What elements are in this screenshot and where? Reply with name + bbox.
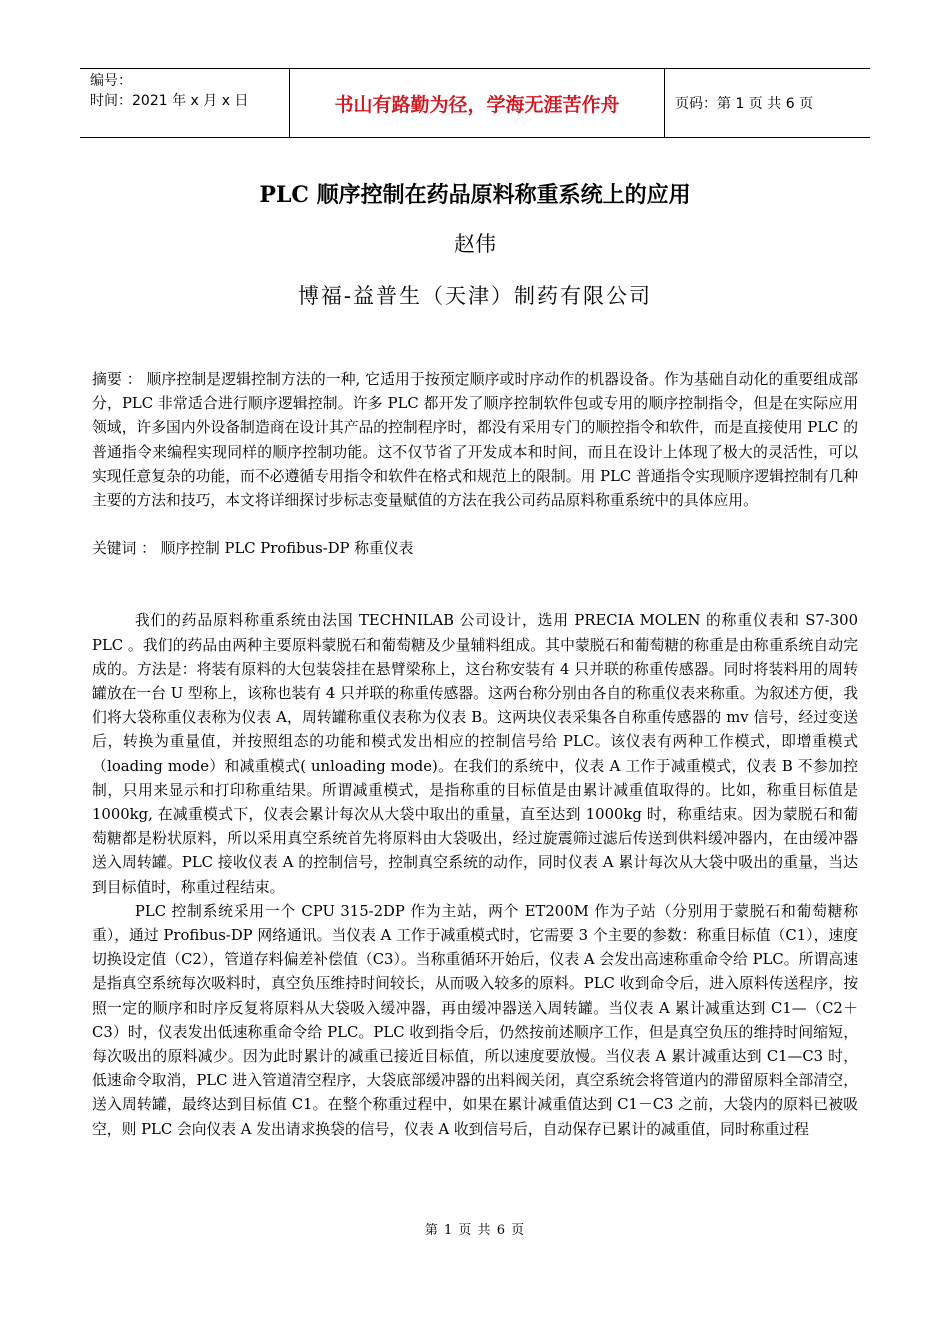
keywords: 关键词 ： 顺序控制 PLC Profibus-DP 称重仪表 — [92, 540, 414, 558]
document-organization: 博福-益普生（天津）制药有限公司 — [297, 284, 653, 308]
document-author: 赵伟 — [454, 232, 496, 256]
page-footer: 第 1 页 共 6 页 — [424, 1223, 526, 1238]
body-paragraph-2: PLC 控制系统采用一个 CPU 315-2DP 作为主站，两个 ET200M 作为子站（分别用于蒙脱石和葡萄糖称重），通过 Profibus-DP 网络通讯。当仪表 A 工作于减重模式时，它需要 3 个主要的参数：称重目标值（C1），速度切换设定值（C2），管道存料偏差补偿值（C3）。当称重循环开始后，仪表 A 会发出高速称重命令给 PLC。所谓高速是指真空系统每次吸料时，真空负压维持时间较长，从而吸入较多的原料。PLC 收到命令后，进入原料传送程序，按照一定的顺序和时序反复将原料从大袋吸入缓冲器，再由缓冲器送入周转罐。当仪表 A 累计减重达到 C1—（C2＋C3）时，仪表发出低速称重命令给 PLC。PLC 收到指令后，仍然按前述顺序工作，但是真空负压的维持时间缩短，每次吸出的原料减少。因为此时累计的减重已接近目标值，所以速度要放慢。当仪表 A 累计减重达到 C1—C3 时，低速命令取消，PLC 进入管道清空程序，大袋底部缓冲器的出料阀关闭，真空系统会将管道内的滞留原料全部清空，送入周转罐，最终达到目标值 C1。在整个称重过程中，如果在累计减重值达到 C1－C3 之前，大袋内的原料已被吸空，则 PLC 会向仪表 A 发出请求换袋的信号，仪表 A 收到信号后，自动保存已累计的减重值，同时称重过程 — [92, 902, 858, 1138]
header-date: 时间：2021 年 x 月 x 日 — [90, 93, 249, 109]
page-header — [80, 68, 870, 138]
body-paragraph-1: 我们的药品原料称重系统由法国 TECHNILAB 公司设计，选用 PRECIA MOLEN 的称重仪表和 S7-300 PLC 。我们的药品由两种主要原料蒙脱石和葡萄糖及少量辅料组成。其中蒙脱石和葡萄糖的称重是由称重系统自动完成的。方法是：将装有原料的大包装袋挂在悬臂梁称上，这台称安装有 4 只并联的称重传感器。同时将装料用的周转罐放在一台 U 型称上，该称也装有 4 只并联的称重传感器。这两台称分别由各自的称重仪表来称重。为叙述方便，我们将大袋称重仪表称为仪表 A，周转罐称重仪表称为仪表 B。这两块仪表采集各自称重传感器的 mv 信号，经过变送后，转换为重量值，并按照组态的功能和模式发出相应的控制信号给 PLC。该仪表有两种工作模式，即增重模式（loading mode）和减重模式( unloading mode)。在我们的系统中，仪表 A 工作于减重模式，仪表 B 不参加控制，只用来显示和打印称重结果。所谓减重模式，是指称重的目标值是由累计减重值取得的。比如，称重目标值是 1000kg, 在减重模式下，仪表会累计每次从大袋中取出的重量，直至达到 1000kg 时，称重结束。因为蒙脱石和葡萄糖都是粉状原料，所以采用真空系统首先将原料由大袋吸出，经过旋震筛过滤后传送到供料缓冲器内，在由缓冲器送入周转罐。PLC 接收仪表 A 的控制信号，控制真空系统的动作，同时仪表 A 累计每次从大袋中吸出的重量，当达到目标值时，称重过程结束。 — [92, 612, 858, 896]
document-title: PLC 顺序控制在药品原料称重系统上的应用 — [259, 182, 691, 208]
header-number: 编号： — [90, 73, 132, 89]
abstract: 摘要 ： 顺序控制是逻辑控制方法的一种, 它适用于按预定顺序或时序动作的机器设备。作为基础自动化的重要组成部分，PLC 非常适合进行顺序逻辑控制。许多 PLC 都开发了顺序控制软件包或专用的顺序控制指令，但是在实际应用领域，许多国内外设备制造商在设计其产品的控制程序时，都没有采用专门的顺控指令和软件，而是直接使用 PLC 的普通指令来编程实现同样的顺序控制功能。这不仅节省了开发成本和时间，而且在设计上体现了极大的灵活性，可以实现任意复杂的功能，而不必遵循专用指令和软件在格式和规范上的限制。用 PLC 普通指令实现顺序逻辑控制有几种主要的方法和技巧，本文将详细探讨步标志变量赋值的方法在我公司药品原料称重系统中的具体应用。 — [92, 371, 858, 510]
header-motto: 书山有路勤为径，学海无涯苦作舟 — [290, 69, 665, 137]
header-page-info: 页码：第 1 页 共 6 页 — [675, 96, 814, 112]
header-meta — [80, 69, 290, 137]
document-body — [92, 368, 858, 1142]
